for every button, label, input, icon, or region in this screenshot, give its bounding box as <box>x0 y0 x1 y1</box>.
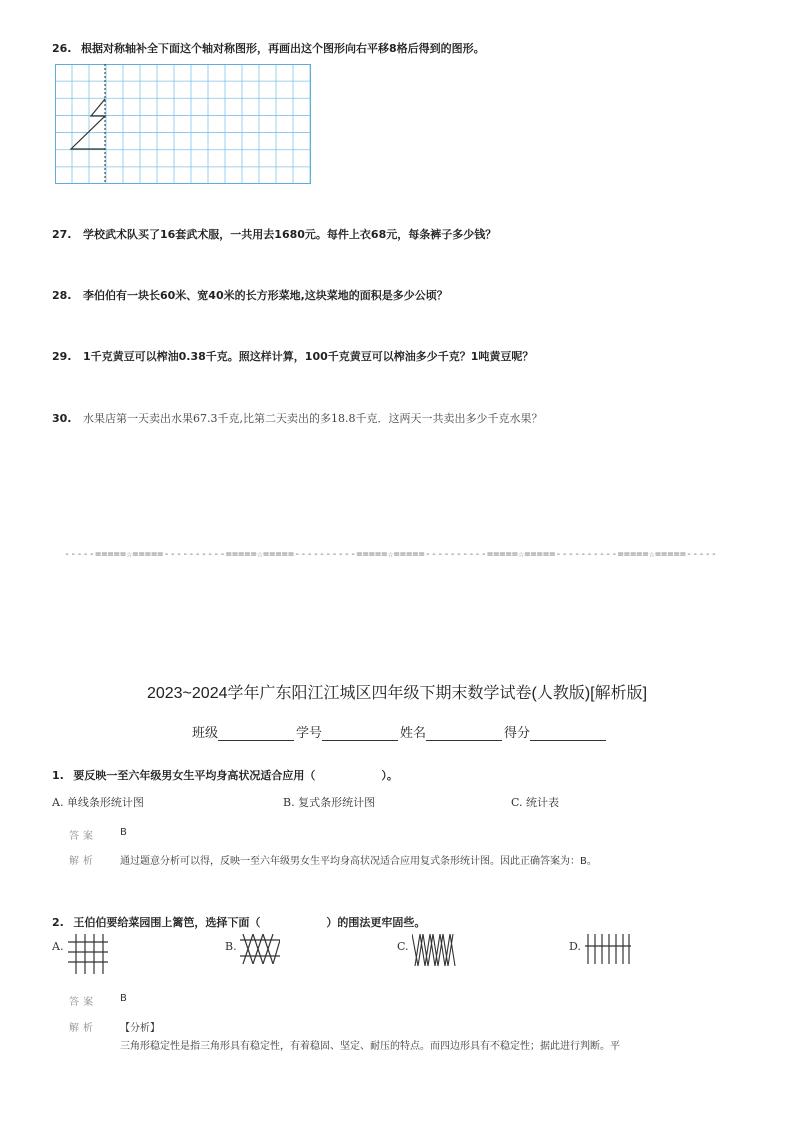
class-field[interactable] <box>218 727 294 741</box>
answer-label: 答案 <box>69 831 97 842</box>
number-field[interactable] <box>322 727 398 741</box>
option-c: C. 统计表 <box>511 796 560 809</box>
question-number: 2. <box>52 916 64 929</box>
analysis-label: 解析 <box>69 856 97 867</box>
name-field[interactable] <box>426 727 502 741</box>
option-c: C. <box>397 940 409 953</box>
question-text: 根据对称轴补全下面这个轴对称图形，再画出这个图形向右平移8格后得到的图形。 <box>81 42 485 55</box>
question-number: 26. <box>52 42 72 55</box>
option-a: A. 单线条形统计图 <box>52 796 144 809</box>
question-27 <box>52 226 496 242</box>
symmetry-grid-figure <box>55 64 311 184</box>
question-number: 30. <box>52 412 72 425</box>
question-1 <box>52 767 398 783</box>
option-b: B. <box>225 940 237 953</box>
question-2 <box>52 914 425 930</box>
score-field[interactable] <box>530 727 606 741</box>
question-number: 1. <box>52 769 64 782</box>
fence-triangle-icon <box>240 934 280 964</box>
fence-vertical-icon <box>585 934 631 964</box>
question-text: 学校武术队买了16套武术服，一共用去1680元。每件上衣68元，每条裤子多少钱？ <box>83 228 497 241</box>
name-label: 姓名 <box>400 725 427 740</box>
option-b: B. 复式条形统计图 <box>283 796 376 809</box>
analysis-heading: 【分析】 <box>120 1023 160 1034</box>
question-text: 李伯伯有一块长60米、宽40米的长方形菜地,这块菜地的面积是多少公顷？ <box>83 289 448 302</box>
answer-value: B <box>120 993 127 1004</box>
question-number: 28. <box>52 289 72 302</box>
question-28 <box>52 287 448 303</box>
question-number: 29. <box>52 350 72 363</box>
analysis-text: 三角形稳定性是指三角形具有稳定性，有着稳固、坚定、耐压的特点。而四边形具有不稳定性；据此进行判断。平 <box>120 1041 620 1052</box>
answer-label: 答案 <box>69 997 97 1008</box>
fence-zigzag-icon <box>412 934 456 966</box>
student-info-line <box>192 722 608 741</box>
question-text: 要反映一至六年级男女生平均身高状况适合应用（ ）。 <box>73 769 398 782</box>
question-26 <box>52 40 485 56</box>
score-label: 得分 <box>504 725 531 740</box>
exam-title: 2023~2024学年广东阳江江城区四年级下期末数学试卷(人教版)[解析版] <box>146 685 648 702</box>
question-30 <box>52 410 542 426</box>
answer-value: B <box>120 827 127 838</box>
section-separator: -----=====☆=====----------=====☆=====----------=====☆=====----------=====☆=====----------=====☆=====----- <box>64 549 718 560</box>
question-29 <box>52 348 533 364</box>
number-label: 学号 <box>296 725 323 740</box>
question-text: 水果店第一天卖出水果67.3千克,比第二天卖出的多18.8千克．这两天一共卖出多少千克水果？ <box>83 412 543 425</box>
fence-grid-icon <box>68 934 108 974</box>
option-d: D. <box>569 940 581 953</box>
analysis-text: 通过题意分析可以得，反映一至六年级男女生平均身高状况适合应用复式条形统计图。因此正确答案为：B。 <box>120 856 597 867</box>
option-a: A. <box>52 940 64 953</box>
class-label: 班级 <box>192 725 219 740</box>
question-number: 27. <box>52 228 72 241</box>
question-text: 王伯伯要给菜园围上篱笆，选择下面（ ）的围法更牢固些。 <box>73 916 426 929</box>
analysis-label: 解析 <box>69 1023 97 1034</box>
half-figure <box>71 99 105 149</box>
question-text: 1千克黄豆可以榨油0.38千克。照这样计算，100千克黄豆可以榨油多少千克？1吨黄豆呢？ <box>83 350 534 363</box>
